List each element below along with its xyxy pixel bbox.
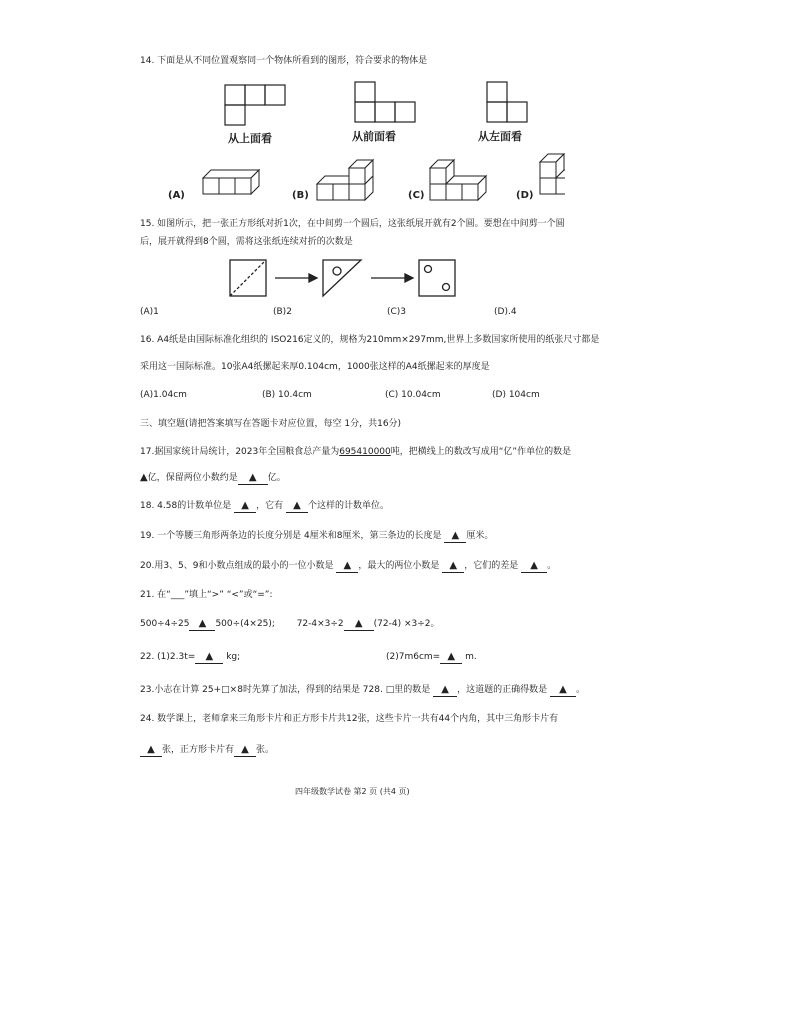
answer-blank-19[interactable]: [444, 530, 466, 543]
q23-text-a: 23.小志在计算 25+□×8时先算了加法，得到的结果是 728. □里的数是: [140, 685, 431, 695]
q22-text-d: m.: [465, 652, 477, 662]
q14-option-b: (B): [292, 190, 309, 201]
answer-blank-20b[interactable]: [442, 560, 464, 573]
q22-part1: [140, 651, 240, 664]
answer-blank-23b[interactable]: [550, 684, 576, 697]
q24-line1: 24. 数学课上，老师拿来三角形卡片和正方形卡片共12张，这些卡片一共有44个内角，其中三角形卡片有: [140, 714, 559, 724]
page-footer: 四年级数学试卷 第2 页 (共4 页): [295, 787, 410, 796]
q19-line: [140, 530, 493, 543]
answer-mark-19: ▲: [451, 530, 460, 541]
q17-line1: [140, 446, 571, 458]
q24-text-a: 张，正方形卡片有: [162, 745, 235, 755]
answer-blank-18a[interactable]: [234, 500, 256, 513]
q17-line2: [140, 472, 286, 485]
q17-text-post: 吨，把横线上的数改写成用“亿”作单位的数是: [390, 447, 572, 457]
q14-option-figures: [195, 152, 565, 202]
q15-option-d: (D).4: [494, 307, 517, 317]
q14-view-top-label: 从上面看: [228, 132, 272, 145]
q15-option-c: (C)3: [387, 307, 407, 317]
answer-blank-20c[interactable]: [521, 560, 547, 573]
answer-blank-24b[interactable]: [234, 744, 256, 757]
q20-text-b: ，最大的两位小数是: [358, 561, 440, 571]
q22-part2: [386, 651, 477, 664]
q21-expr-b: 500÷(4×25);: [215, 619, 275, 629]
q15-stem-line2: 后，展开就得到8个圆，需将这张纸连续对折的次数是: [140, 237, 353, 247]
answer-mark-24a: ▲: [147, 744, 155, 755]
q18-line: [140, 500, 389, 513]
answer-blank-23a[interactable]: [433, 684, 457, 697]
q20-text-d: 。: [547, 561, 557, 571]
q15-folding-figure: [225, 256, 470, 302]
answer-blank-22b[interactable]: [440, 651, 462, 664]
q14-view-left-label: 从左面看: [478, 130, 522, 143]
section-3-heading: 三、填空题(请把答案填写在答题卡对应位置，每空 1分，共16分): [140, 419, 402, 429]
q17-text-b: 亿。: [267, 473, 286, 483]
q21-expr-c: 72-4×3÷2: [296, 619, 344, 629]
q24-line2: [140, 744, 274, 757]
q14-option-d: (D): [516, 190, 534, 201]
answer-mark-17a: ▲: [140, 472, 148, 483]
answer-blank-20a[interactable]: [336, 560, 358, 573]
q21-expr-a: 500÷4÷25: [140, 619, 190, 629]
q23-text-b: ，这道题的正确得数是: [457, 685, 548, 695]
q17-text-a: 亿，保留两位小数约是: [147, 473, 238, 483]
answer-blank-18b[interactable]: [286, 500, 308, 513]
q14-option-c: (C): [408, 190, 425, 201]
q23-line: [140, 684, 585, 697]
q19-text-a: 19. 一个等腰三角形两条边的长度分别是 4厘米和8厘米，第三条边的长度是: [140, 531, 442, 541]
q18-text-c: 个这样的计数单位。: [307, 501, 389, 511]
q21-line2: [140, 618, 440, 631]
q16-stem-line2: 采用这一国际标准。10张A4纸摞起来厚0.104cm，1000张这样的A4纸摞起来的厚度是: [140, 362, 490, 372]
q21-expr-d: (72-4) ×3÷2。: [373, 619, 440, 629]
q16-stem-line1: 16. A4纸是由国际标准化组织的 ISO216定义的，规格为210mm×297mm,世界上多数国家所使用的纸张尺寸都是: [140, 335, 600, 345]
q16-option-a: (A)1.04cm: [140, 390, 187, 400]
q22-text-b: kg;: [226, 652, 241, 662]
q16-option-c: (C) 10.04cm: [385, 390, 441, 400]
q17-number: 695410000: [339, 447, 391, 457]
q16-option-d: (D) 104cm: [492, 390, 540, 400]
answer-mark-22b: ▲: [447, 651, 456, 662]
q22-text-a: 22. (1)2.3t=: [140, 652, 196, 662]
q19-text-b: 厘米。: [466, 531, 494, 541]
answer-mark-23a: ▲: [441, 684, 449, 695]
q15-option-b: (B)2: [273, 307, 292, 317]
q17-text-pre: 17.据国家统计局统计，2023年全国粮食总产量为: [140, 447, 340, 457]
q15-option-a: (A)1: [140, 307, 159, 317]
answer-mark-18a: ▲: [241, 500, 249, 511]
answer-mark-23b: ▲: [559, 684, 567, 695]
answer-blank-21a[interactable]: [189, 618, 215, 631]
q14-stem: 14. 下面是从不同位置观察同一个物体所看到的图形，符合要求的物体是: [140, 56, 428, 66]
answer-mark-20a: ▲: [343, 560, 352, 571]
answer-mark-20b: ▲: [449, 560, 458, 571]
answer-mark-22a: ▲: [205, 651, 214, 662]
answer-mark-21b: ▲: [354, 618, 363, 629]
answer-mark-18b: ▲: [293, 500, 301, 511]
q20-text-a: 20.用3、5、9和小数点组成的最小的一位小数是: [140, 561, 334, 571]
q16-option-b: (B) 10.4cm: [262, 390, 312, 400]
q23-text-c: 。: [575, 685, 585, 695]
answer-blank-22a[interactable]: [195, 651, 223, 664]
answer-mark-24b: ▲: [241, 744, 249, 755]
answer-mark-17b: ▲: [248, 472, 257, 483]
q14-option-a: (A): [168, 190, 185, 201]
q20-line: [140, 560, 556, 573]
q18-text-b: ，它有: [256, 501, 284, 511]
q15-stem-line1: 15. 如图所示，把一张正方形纸对折1次，在中间剪一个圆后，这张纸展开就有2个圆。要想在中间剪一个圆: [140, 219, 565, 229]
answer-mark-21a: ▲: [198, 618, 207, 629]
answer-mark-20c: ▲: [530, 560, 538, 571]
q21-line1: 21. 在“___”填上“>” “<”或“=”:: [140, 590, 273, 600]
q24-text-b: 张。: [256, 745, 275, 755]
q20-text-c: ，它们的差是: [464, 561, 519, 571]
answer-blank-17b[interactable]: [238, 472, 268, 485]
q18-text-a: 18. 4.58的计数单位是: [140, 501, 232, 511]
answer-blank-21b[interactable]: [344, 618, 374, 631]
answer-blank-24a[interactable]: [140, 744, 162, 757]
q14-view-front-label: 从前面看: [352, 130, 396, 143]
q22-text-c: (2)7m6cm=: [386, 652, 441, 662]
